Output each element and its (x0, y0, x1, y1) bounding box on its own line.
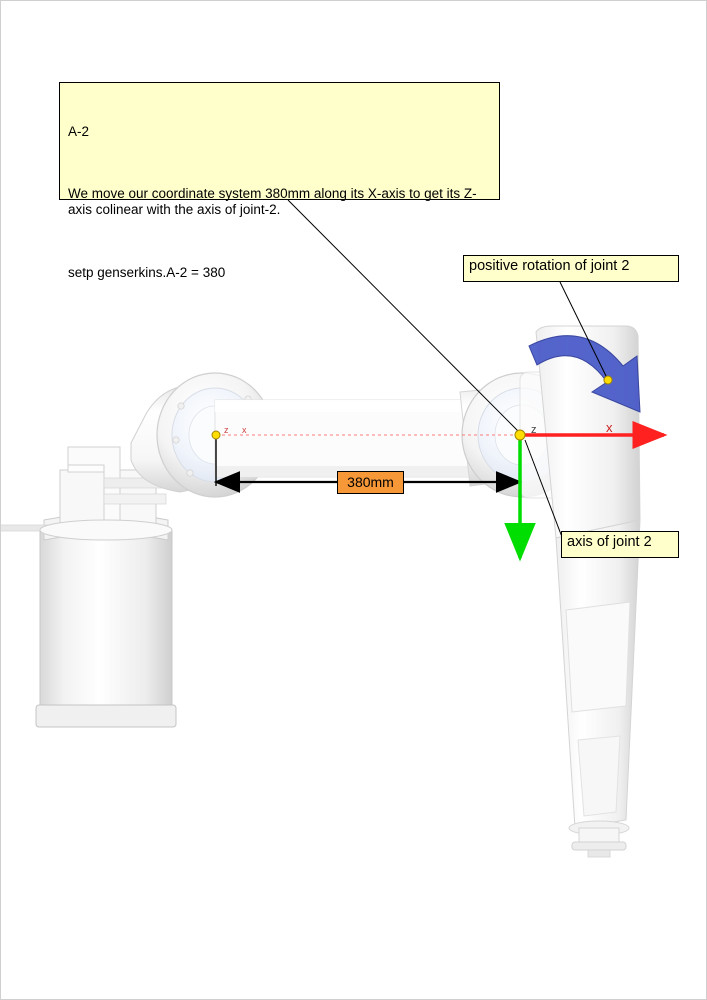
robot-base (0, 447, 176, 727)
label-axis-of-joint2: axis of joint 2 (561, 531, 679, 558)
right-frame-z-label: z (531, 424, 537, 436)
callout-a2-command: setp genserkins.A-2 = 380 (68, 265, 226, 281)
right-frame-x-label: x (606, 420, 613, 435)
callout-a2-heading: A-2 (68, 123, 90, 139)
label-dimension-380mm: 380mm (337, 471, 404, 494)
left-frame-x-label: x (242, 425, 247, 435)
callout-a2-note (59, 82, 500, 281)
left-frame-z-label: z (224, 425, 229, 435)
callout-a2-body: We move our coordinate system 380mm along its X-axis to get its Z-axis colinear with the axis of joint-2. (68, 185, 477, 218)
label-positive-rotation-joint2: positive rotation of joint 2 (463, 255, 679, 282)
